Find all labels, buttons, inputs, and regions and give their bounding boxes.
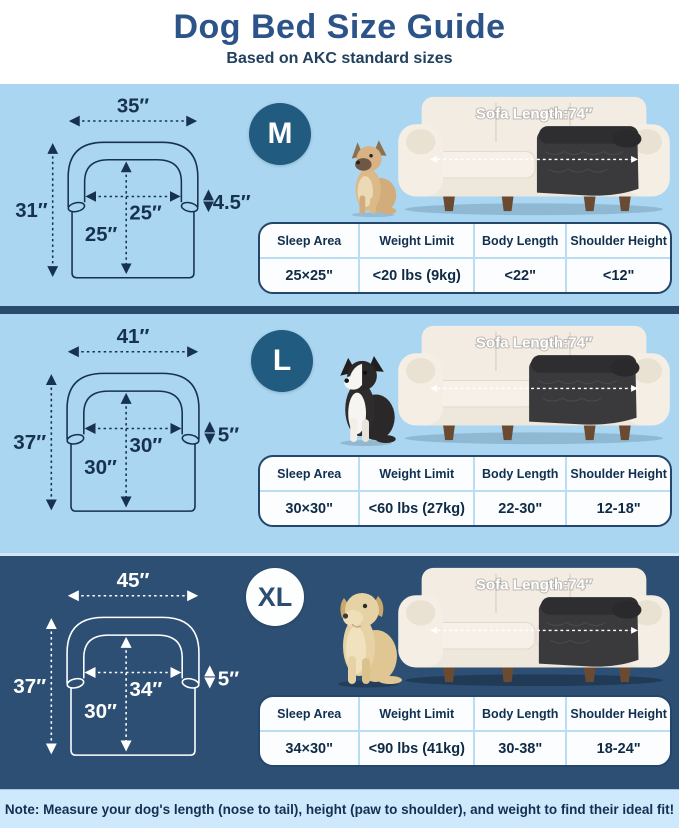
spec-table-l bbox=[258, 455, 672, 527]
value-weight-limit: <20 lbs (9kg) bbox=[360, 259, 475, 292]
value-shoulder-height: <12" bbox=[602, 267, 635, 284]
bed-cover-pillow bbox=[612, 601, 641, 619]
sofa-length-label: Sofa Length:74″ bbox=[475, 576, 593, 594]
bed-diagram-m bbox=[12, 92, 254, 300]
dog-front-leg-2 bbox=[370, 197, 376, 213]
value-weight-limit: <60 lbs (27kg) bbox=[360, 492, 475, 525]
dog-eye bbox=[369, 154, 372, 157]
size-badge-letter: L bbox=[272, 344, 292, 377]
dog-nose bbox=[343, 613, 348, 618]
size-badge-letter: M bbox=[267, 117, 293, 150]
sofa-leg bbox=[443, 668, 455, 683]
header-weight-limit: Weight Limit bbox=[360, 697, 475, 730]
size-badge-l bbox=[251, 330, 313, 392]
sofa-leg-3 bbox=[584, 426, 596, 441]
sofa-arm-scroll-left bbox=[406, 600, 435, 625]
bed-arm-end-left bbox=[66, 677, 84, 689]
bed-arm-end-right bbox=[181, 677, 199, 689]
sofa-leg-4 bbox=[619, 668, 631, 683]
label-inner-height: 25″ bbox=[84, 223, 118, 246]
bed-diagram-l bbox=[10, 322, 256, 534]
sofa-photo-xl bbox=[390, 562, 678, 689]
sofa-cushion-left bbox=[435, 623, 535, 649]
value-sleep-area: 34×30" bbox=[260, 732, 360, 765]
bed-cover-pillow bbox=[612, 130, 641, 148]
page-subtitle: Based on AKC standard sizes bbox=[226, 50, 453, 67]
header-shoulder-height: Shoulder Height bbox=[570, 466, 667, 481]
value-body-length: 22-30" bbox=[475, 492, 567, 525]
header-sleep-area: Sleep Area bbox=[260, 457, 360, 490]
sofa-arm-scroll-left bbox=[406, 129, 435, 154]
label-inner-width: 25″ bbox=[129, 202, 162, 225]
value-weight-limit: <90 lbs (41kg) bbox=[360, 732, 475, 765]
label-outer-height: 37″ bbox=[13, 431, 47, 455]
label-inner-height: 30″ bbox=[84, 455, 117, 479]
header bbox=[0, 0, 679, 84]
value-sleep-area: 30×30" bbox=[260, 492, 360, 525]
label-outer-height: 31″ bbox=[15, 199, 48, 222]
footer-note: Note: Measure your dog's length (nose to tail), height (paw to shoulder), and weight to find their ideal fit! bbox=[4, 802, 675, 817]
bed-diagram-xl bbox=[10, 566, 256, 778]
section-size-m bbox=[0, 84, 679, 306]
sofa-leg-2 bbox=[502, 197, 514, 212]
section-divider bbox=[0, 306, 679, 314]
dog-front-leg bbox=[359, 195, 365, 213]
sofa-cushion-left bbox=[435, 381, 535, 407]
sofa-leg-4 bbox=[619, 197, 631, 212]
value-shoulder-height: 18-24" bbox=[596, 740, 641, 757]
bed-outline bbox=[67, 617, 199, 683]
size-badge-m bbox=[249, 103, 311, 165]
footer bbox=[0, 789, 679, 828]
bed-arm-end-right bbox=[181, 201, 199, 213]
dog-front-leg-2 bbox=[362, 419, 369, 442]
value-body-length: <22" bbox=[475, 259, 567, 292]
bed-cover-pillow bbox=[610, 359, 639, 377]
label-inner-height: 30″ bbox=[84, 699, 117, 723]
table-header-row bbox=[260, 457, 670, 492]
sofa-leg-2 bbox=[502, 426, 514, 441]
dog-muzzle bbox=[355, 158, 371, 171]
header-shoulder-height: Shoulder Height bbox=[570, 233, 667, 248]
header-body-length: Body Length bbox=[475, 224, 567, 257]
table-header-row bbox=[260, 224, 670, 259]
header-sleep-area: Sleep Area bbox=[260, 224, 360, 257]
sofa-leg-4 bbox=[619, 426, 631, 441]
sofa-leg bbox=[443, 426, 455, 441]
dog-front-leg bbox=[348, 656, 356, 684]
dog-nose bbox=[356, 161, 360, 165]
label-outer-width: 35″ bbox=[116, 95, 150, 118]
table-value-row bbox=[260, 732, 670, 765]
dog-eye bbox=[363, 604, 367, 608]
label-bolster-height: 4.5″ bbox=[212, 192, 251, 215]
table-header-row bbox=[260, 697, 670, 732]
sofa-leg-2 bbox=[502, 668, 514, 683]
sofa-arm-scroll-left bbox=[406, 358, 435, 383]
spec-table-m bbox=[258, 222, 672, 294]
size-badge-xl bbox=[246, 568, 304, 626]
page-title: Dog Bed Size Guide bbox=[173, 8, 506, 46]
label-outer-width: 41″ bbox=[116, 324, 150, 348]
bed-arm-end-right bbox=[181, 433, 199, 445]
dog-nose bbox=[344, 378, 349, 383]
header-weight-limit: Weight Limit bbox=[360, 224, 475, 257]
header-body-length: Body Length bbox=[475, 697, 567, 730]
size-badge-letter: XL bbox=[257, 581, 293, 612]
header-shoulder-height: Shoulder Height bbox=[570, 706, 667, 721]
value-shoulder-height: 12-18" bbox=[596, 500, 641, 517]
label-inner-width: 30″ bbox=[129, 434, 163, 458]
header-body-length: Body Length bbox=[475, 457, 567, 490]
value-body-length: 30-38" bbox=[475, 732, 567, 765]
sofa-photo-l bbox=[390, 320, 678, 447]
bed-outline bbox=[68, 142, 198, 207]
spec-table-xl bbox=[258, 695, 672, 767]
label-inner-width: 34″ bbox=[129, 678, 163, 702]
section-size-l bbox=[0, 314, 679, 553]
sofa-length-label: Sofa Length:74″ bbox=[475, 105, 593, 123]
sofa-leg-3 bbox=[584, 668, 596, 683]
dog-front-leg bbox=[350, 417, 357, 442]
dog-front-leg-2 bbox=[362, 658, 370, 684]
header-sleep-area: Sleep Area bbox=[260, 697, 360, 730]
table-value-row bbox=[260, 492, 670, 525]
bed-outline bbox=[67, 373, 199, 439]
label-bolster-height: 5″ bbox=[217, 423, 240, 447]
label-outer-width: 45″ bbox=[116, 568, 150, 592]
table-value-row bbox=[260, 259, 670, 292]
bed-arm-end-left bbox=[67, 201, 85, 213]
sofa-photo-m bbox=[390, 91, 678, 218]
label-bolster-height: 5″ bbox=[217, 667, 240, 691]
dog-eye bbox=[363, 371, 367, 375]
sofa-leg-3 bbox=[584, 197, 596, 212]
bed-arm-end-left bbox=[66, 433, 84, 445]
section-size-xl bbox=[0, 556, 679, 789]
sofa-leg bbox=[443, 197, 455, 212]
label-outer-height: 37″ bbox=[13, 675, 47, 699]
sofa-cushion-left bbox=[435, 152, 535, 178]
header-weight-limit: Weight Limit bbox=[360, 457, 475, 490]
sofa-length-label: Sofa Length:74″ bbox=[475, 334, 593, 352]
value-sleep-area: 25×25" bbox=[260, 259, 360, 292]
